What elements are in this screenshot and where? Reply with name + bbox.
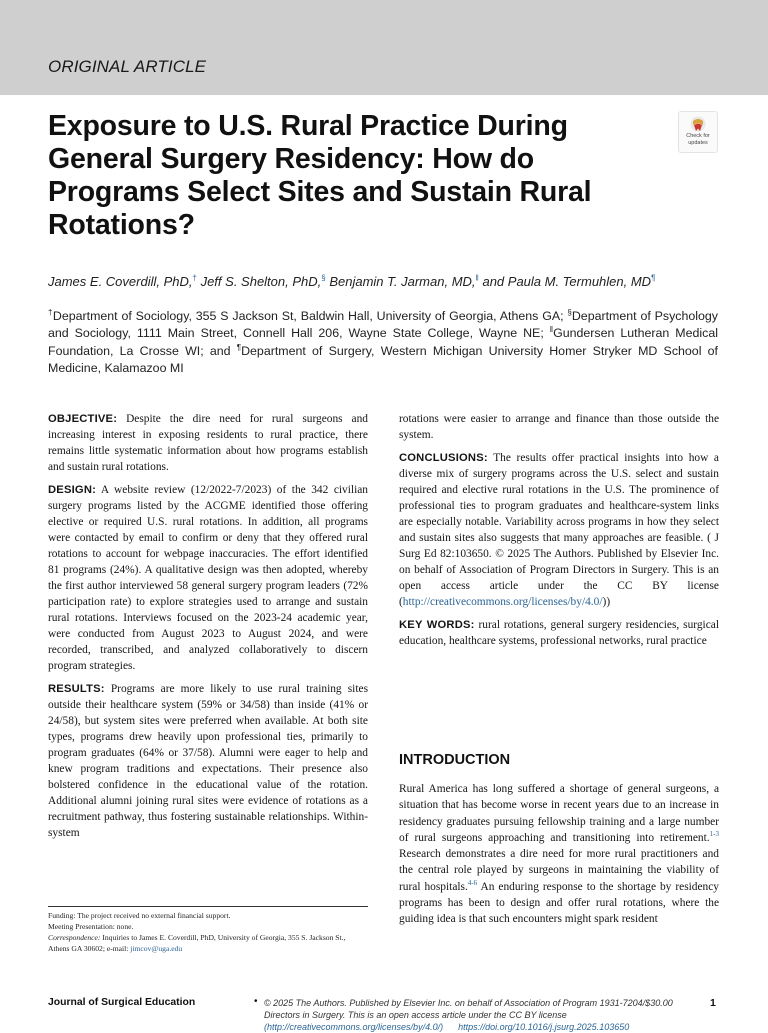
conclusions-heading: CONCLUSIONS: xyxy=(399,452,488,464)
funding-note: Funding: The project received no external financial support. xyxy=(48,911,231,920)
design-heading: DESIGN: xyxy=(48,484,97,496)
journal-name: Journal of Surgical Education xyxy=(48,997,196,1008)
author-name: Jeff S. Shelton, PhD, xyxy=(200,274,322,289)
doi-link[interactable]: https://doi.org/10.1016/j.jsurg.2025.103650 xyxy=(458,1022,630,1032)
abstract-design: DESIGN: A website review (12/2022-7/2023) of the 342 civilian surgery programs listed by the ACGME identified those offering elective or required U.S. rural rotations. In addition, all programs were contacted by email to confirm or deny that they offered rural rotations to account for webpage inaccuracies. The effort identified 81 programs (24%). A qualitative design was then adopted, whereby the first author interviewed 58 general surgery program leaders (72% participation rate) to explore strategies used to arrange and sustain rural rotations. Interviews focused on the 2023-24 academic year, were conducted from August 2023 to August 2024, and were recorded, transcribed, and analyzed collaboratively to discern program strategies. xyxy=(48,484,368,672)
header-banner xyxy=(0,0,768,95)
footnote-divider xyxy=(48,906,368,907)
keywords-heading: KEY WORDS: xyxy=(399,619,475,631)
introduction-heading: INTRODUCTION xyxy=(399,752,511,768)
abstract-results: RESULTS: Programs are more likely to use rural training sites outside their healthcare system (59% or 34/58) than inside (41% or 24/58), but system sites were preferred when available. At both site types, programs drew heavily upon professional ties, primarily to program graduates (64% or 37/58). Alumni were eager to help and knew program traditions and expectations. Their presence also bolstered confidence in the educational value of the rotation. Additional alumni joining rural sites were evidence of rotations as a recruitment pathway, thus fostering sustainable relationships. Within-system xyxy=(48,683,368,839)
abstract-conclusions: CONCLUSIONS: The results offer practical insights into how a diverse mix of surgery programs across the U.S. select and sustain required and elective rural rotations in the U.S. The prominence of professional ties to program graduates and healthcare-system links are especially notable. Variability across programs in how they select and sustain sites also suggests that many approaches are feasible. ( J Surg Ed 82:103650. © 2025 The Authors. Published by Elsevier Inc. on behalf of Association of Program Directors in Surgery. This is an open access article under the CC BY license (http://creativecommons.org/licenses/by/4.0/)) xyxy=(399,452,719,608)
footer-license-link[interactable]: (http://creativecommons.org/licenses/by/4.0/) xyxy=(264,1022,444,1032)
keywords: KEY WORDS: rural rotations, general surgery residencies, surgical education, healthcare systems, professional networks, rural practice xyxy=(399,619,719,647)
correspondence-note: Correspondence: Inquiries to James E. Coverdill, PhD, University of Georgia, 355 S. Jackson St., Athens GA 30602; e-mail: jimcov@uga.edu xyxy=(48,933,346,953)
email-link[interactable]: jimcov@uga.edu xyxy=(130,944,183,953)
article-title: Exposure to U.S. Rural Practice During General Surgery Residency: How do Programs Select Sites and Sustain Rural Rotations? xyxy=(48,110,592,241)
author-name: Benjamin T. Jarman, MD, xyxy=(329,274,476,289)
affiliations: †Department of Sociology, 355 S Jackson St, Baldwin Hall, University of Georgia, Athens GA; §Department of Psychology and Sociology, 1111 Main Street, Connell Hall 206, Wayne State College, Wayne NE; ‖Gundersen Lutheran Medical Foundation, La Crosse WI; and ¶Department of Surgery, Western Michigan University Homer Stryker MD School of Medicine, Kalamazoo MI xyxy=(48,307,719,376)
reference-link[interactable]: 1-3 xyxy=(709,830,719,839)
license-link[interactable]: http://creativecommons.org/licenses/by/4.0/ xyxy=(402,596,603,608)
abstract-right-column xyxy=(399,411,719,656)
introduction-paragraph: Rural America has long suffered a shortage of general surgeons, a situation that has become worse in recent years due to an increase in residency graduates pursuing fellowship training and a large number of rural surgeons approaching and transitioning into retirement.$^{1-3}$ Research demonstrates a dire need for more rural practitioners and the central role played by surgeons in maintaining the viability of rural hospitals.$^{4-6}$ An enduring response to the shortage by residency programs has been to design and offer rural rotations, where the guiding idea is that such encounters might spark resident xyxy=(399,783,719,926)
abstract-objective: OBJECTIVE: Despite the dire need for rural surgeons and increasing interest in exposing residents to rural practice, there remains little systematic information about how programs establish and sustain rural rotations. xyxy=(48,413,368,473)
author-list xyxy=(48,274,655,289)
abstract-results-continued: rotations were easier to arrange and finance than those outside the system. xyxy=(399,413,719,441)
check-for-updates-button[interactable] xyxy=(678,111,718,153)
author-name: and Paula M. Termuhlen, MD xyxy=(482,274,652,289)
affiliation-mark[interactable]: † xyxy=(192,273,197,283)
meeting-note: Meeting Presentation: none. xyxy=(48,922,134,931)
author-name: James E. Coverdill, PhD, xyxy=(48,274,193,289)
abstract-left-column xyxy=(48,411,368,848)
objective-heading: OBJECTIVE: xyxy=(48,413,118,425)
check-for-updates-label: Check for updates xyxy=(686,133,710,146)
page-number: 1 xyxy=(710,997,716,1009)
footer-copyright: © 2025 The Authors. Published by Elsevier Inc. on behalf of Association of Program 1931-7204/$30.00 Directors in Surgery. This is an open access article under the CC BY license (http://creativecommons.org/licenses/by/4.0/) https://doi.org/10.1016/j.jsurg.2025.103650 xyxy=(264,998,673,1032)
page-footer xyxy=(48,996,718,1032)
affiliation-mark[interactable]: ‖ xyxy=(475,273,479,283)
check-for-updates-icon xyxy=(690,116,706,132)
affiliation-mark[interactable]: § xyxy=(321,273,326,283)
reference-link[interactable]: 4-6 xyxy=(467,878,478,887)
footnotes xyxy=(48,910,368,954)
section-label: ORIGINAL ARTICLE xyxy=(48,57,207,76)
affiliation-mark[interactable]: ¶ xyxy=(651,273,656,283)
footer-bullet: • xyxy=(254,996,258,1007)
results-heading: RESULTS: xyxy=(48,683,105,695)
